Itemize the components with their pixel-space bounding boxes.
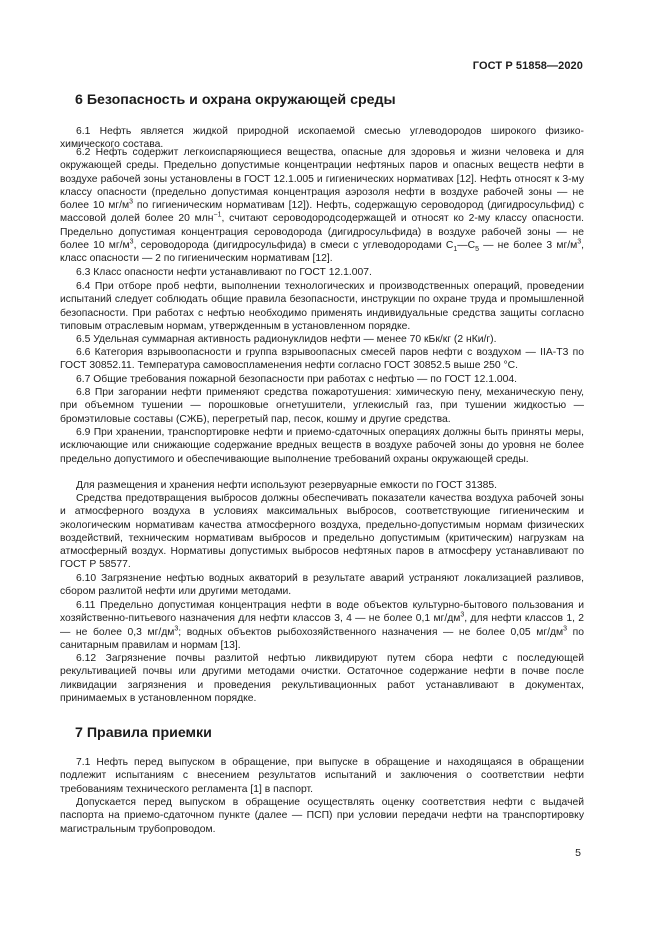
paragraph-7-1: 7.1 Нефть перед выпуском в обращение, при выпуске в обращение и находящаяся в обращении подлежит испытаниям с внесением результатов испытаний и заключения о соответствии нефти требованиям технического регламента [1] в паспорт. (60, 757, 584, 795)
paragraph-6-9-emissions: Средства предотвращения выбросов должны обеспечивать показатели качества воздуха рабочей зоны и атмосферного воздуха в условиях максимальных выбросов, соответствующие гигиеническим и экологическим нормативам качества атмосферного воздуха, предельно-допустимым нормам физических воздействий, техническим нормативам выбросов и предельно допустимым (критическим) нагрузкам на атмосферный воздух. Нормативы допустимых выбросов нефтяных паров в атмосферу устанавливают по ГОСТ Р 58577. (60, 493, 584, 571)
standard-header: ГОСТ Р 51858—2020 (472, 60, 583, 72)
paragraph-6-12: 6.12 Загрязнение почвы разлитой нефтью ликвидируют путем сбора нефти с последующей рекультивацией почвы или другими методами очистки. Остаточное содержание нефти в почве после ликвидации загрязнения и проведения рекультивационных работ устанавливают в документах, принимаемых в установленном порядке. (60, 653, 584, 704)
section-7-heading: 7 Правила приемки (75, 725, 212, 741)
paragraph-6-3: 6.3 Класс опасности нефти устанавливают по ГОСТ 12.1.007. (76, 267, 372, 278)
page-number: 5 (575, 847, 581, 859)
paragraph-6-1: 6.1 Нефть является жидкой природной ископаемой смесью углеводородов широкого физико-химического состава. (60, 126, 584, 151)
section-6-heading: 6 Безопасность и охрана окружающей среды (75, 92, 396, 108)
paragraph-6-4: 6.4 При отборе проб нефти, выполнении технологических и производственных операций, проведении испытаний следует соблюдать общие правила безопасности, инструкции по охране труда и промышленной безопасности. При работах с нефтью необходимо применять индивидуальные средства защиты согласно типовым отраслевым нормам, утвержденным в установленном порядке. (60, 281, 584, 332)
paragraph-6-10: 6.10 Загрязнение нефтью водных акваторий в результате аварий устраняют локализацией разливов, сбором разлитой нефти или другими методами. (60, 573, 584, 598)
paragraph-6-11: 6.11 Предельно допустимая концентрация нефти в воде объектов культурно-бытового пользования и хозяйственно-питьевого назначения для нефти классов 3, 4 — не более 0,1 $мг/дм^3$, для нефти классов 1, 2 — не более 0,3 $мг/дм^3$; водных объектов рыбохозяйственного назначения — не более 0,05 $мг/дм^3$ по санитарным правилам и нормам [13]. (60, 600, 584, 651)
paragraph-6-8: 6.8 При загорании нефти применяют средства пожаротушения: химическую пену, механическую пену, при объемном тушении — порошковые огнетушители, углекислый газ, при тушении жидкостью — бромэтиловые составы (СЖБ), перегретый пар, песок, кошму и другие средства. (60, 387, 584, 425)
paragraph-6-9: 6.9 При хранении, транспортировке нефти и приемо-сдаточных операциях должны быть приняты меры, исключающие или снижающие содержание вредных веществ в воздухе рабочей зоны до уровня не более предельно допустимого и обеспечивающие выполнение требований охраны окружающей среды. (60, 427, 584, 465)
paragraph-6-6: 6.6 Категория взрывоопасности и группа взрывоопасных смесей паров нефти с воздухом — IIA-Т3 по ГОСТ 30852.11. Температура самовоспламенения нефти согласно ГОСТ 30852.5 выше 250 °С. (60, 347, 584, 372)
paragraph-6-7: 6.7 Общие требования пожарной безопасности при работах с нефтью — по ГОСТ 12.1.004. (76, 374, 517, 385)
paragraph-7-1-psp: Допускается перед выпуском в обращение осуществлять оценку соответствия нефти с выдачей паспорта на приемо-сдаточном пункте (далее — ПСП) при условии передачи нефти на транспортировку магистральным трубопроводом. (60, 797, 584, 835)
paragraph-6-5: 6.5 Удельная суммарная активность радионуклидов нефти — менее 70 кБк/кг (2 нКи/г). (76, 334, 497, 345)
paragraph-6-9-storage: Для размещения и хранения нефти используют резервуарные емкости по ГОСТ 31385. (76, 480, 498, 491)
paragraph-6-2: 6.2 Нефть содержит легкоиспаряющиеся вещества, опасные для здоровья и жизни человека и для окружающей среды. Предельно допустимые концентрации нефтяных паров и опасных веществ нефти в воздухе рабочей зоны установлены в ГОСТ 12.1.005 и гигиенических нормативах [12]. Нефть относят к 3-му классу опасности (предельно допустимая концентрация аэрозоля нефти в воздухе рабочей зоны — не более 10 $мг/м^3$ по гигиеническим нормативам [12]). Нефть, содержащую сероводород (дигидросульфид) с массовой долей более 20 млн$^{-1}$, считают сероводородсодержащей и относят ко 2-му классу опасности. Предельно допустимая концентрация сероводорода (дигидросульфида) в воздухе рабочей зоны — не более 10 $мг/м^3$, сероводорода (дигидросульфида) в смеси с углеводородами $С_1—С_5$ — не более 3 $мг/м^3$, класс опасности — 2 по гигиеническим нормативам [12]. (60, 147, 585, 265)
